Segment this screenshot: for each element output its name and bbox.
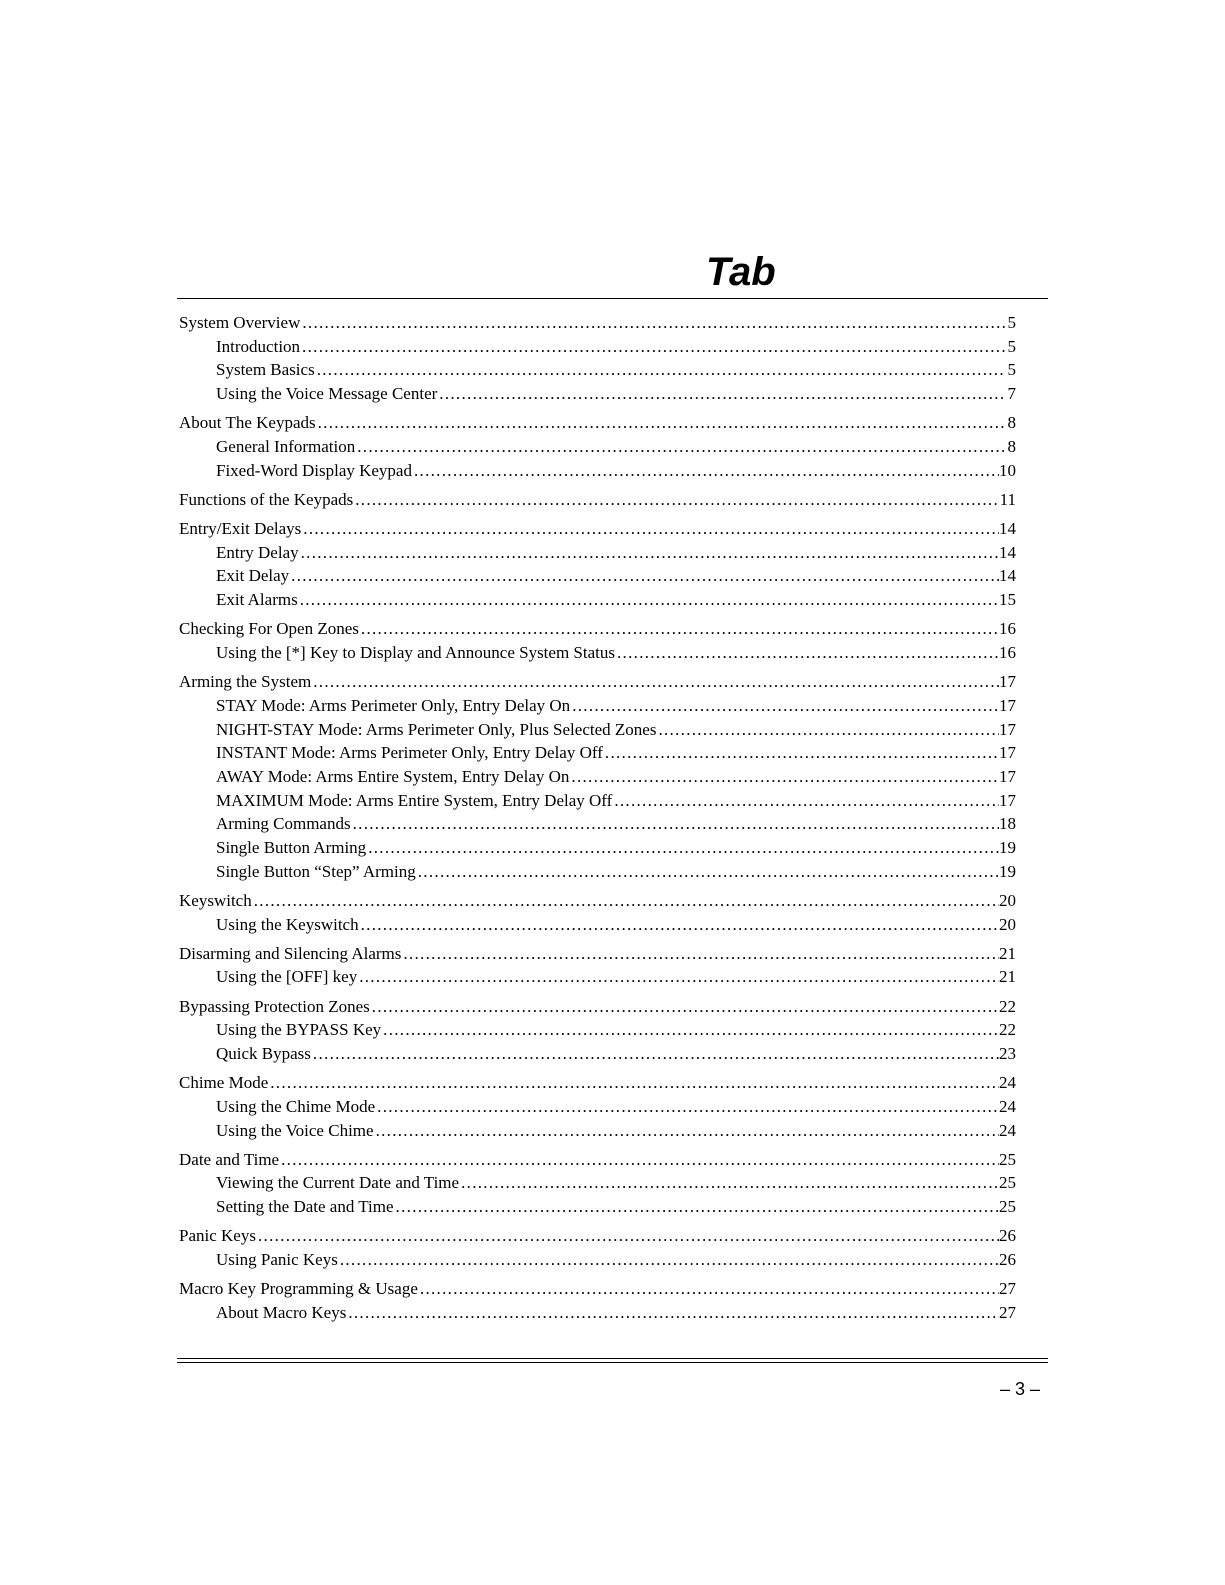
toc-entry-title: System Basics [216,360,315,380]
toc-entry-page: 5 [1007,336,1016,356]
toc-entry-title: Chime Mode [179,1073,269,1093]
toc-entry-title: Using the [*] Key to Display and Announce System Status [216,642,615,662]
toc-entry-title: Using Panic Keys [216,1249,338,1269]
toc-subentry[interactable] [179,860,1016,884]
dot-leader [346,1301,999,1325]
toc-entry-title: Using the Voice Message Center [216,384,438,404]
toc-subentry[interactable] [179,335,1016,359]
toc-entry-page: 26 [999,1249,1016,1269]
toc-entry-page: 10 [999,460,1016,480]
toc-entry-page: 24 [999,1120,1016,1140]
toc-entry-title: NIGHT-STAY Mode: Arms Perimeter Only, Plus Selected Zones [216,719,657,739]
dot-leader [315,358,1006,382]
toc-entry-page: 24 [999,1073,1016,1093]
toc-subentry[interactable] [179,1248,1016,1272]
dot-leader [366,836,999,860]
toc-subentry[interactable] [179,1018,1016,1042]
toc-entry-page: 5 [1007,313,1016,332]
toc-entry-page: 7 [1007,384,1016,404]
toc-subentry[interactable] [179,1171,1016,1195]
toc-subentry[interactable] [179,358,1016,382]
toc-entry-page: 19 [999,861,1016,881]
toc-entry-title: System Overview [179,313,301,332]
toc-entry-page: 22 [999,996,1016,1016]
toc-entry[interactable] [179,517,1016,541]
toc-entry-title: Single Button Arming [216,837,367,857]
toc-entry-title: Bypassing Protection Zones [179,996,370,1016]
toc-entry-page: 14 [999,519,1016,538]
toc-entry-page: 17 [999,790,1016,810]
toc-subentry[interactable] [179,564,1016,588]
toc-entry[interactable] [179,1071,1016,1095]
toc-entry-title: Using the [OFF] key [216,967,358,987]
toc-entry-title: Using the Voice Chime [216,1120,374,1140]
toc-section [179,517,1016,612]
toc-section [179,1148,1016,1219]
toc-entry-title: Setting the Date and Time [216,1197,394,1217]
toc-subentry[interactable] [179,694,1016,718]
toc-entry-page: 17 [999,719,1016,739]
toc-entry-page: 16 [999,642,1016,662]
toc-entry[interactable] [179,995,1016,1019]
toc-entry-page: 21 [999,967,1016,987]
dot-leader [268,1071,999,1095]
toc-entry-page: 18 [999,814,1016,834]
dot-leader [418,1277,999,1301]
toc-section [179,1071,1016,1142]
title-rule [177,298,1048,299]
toc-subentry[interactable] [179,541,1016,565]
toc-entry-page: 25 [999,1173,1016,1193]
toc-section [179,1224,1016,1271]
dot-leader [370,995,999,1019]
dot-leader [298,588,999,612]
toc-entry-page: 27 [999,1279,1016,1299]
toc-entry[interactable] [179,488,1016,512]
toc-entry-title: Entry/Exit Delays [179,519,302,538]
toc-entry-title: Using the BYPASS Key [216,1020,382,1040]
dot-leader [299,541,999,565]
toc-entry-page: 17 [999,672,1016,692]
toc-entry-title: Introduction [216,336,301,356]
toc-entry-page: 25 [999,1197,1016,1217]
toc-subentry[interactable] [179,1301,1016,1325]
dot-leader [301,517,999,541]
toc-entry[interactable] [179,889,1016,913]
toc-entry-title: Exit Delay [216,566,290,586]
toc-entry-page: 25 [999,1149,1016,1169]
toc-entry-page: 8 [1007,436,1016,456]
toc-subentry[interactable] [179,382,1016,406]
toc-entry-title: Macro Key Programming & Usage [179,1279,418,1299]
toc-subentry[interactable] [179,1195,1016,1219]
toc-entry-page: 15 [999,590,1016,610]
toc-entry[interactable] [179,411,1016,435]
toc-subentry[interactable] [179,741,1016,765]
toc-subentry[interactable] [179,765,1016,789]
toc-entry-title: Disarming and Silencing Alarms [179,943,402,963]
dot-leader [656,718,999,742]
toc-subentry[interactable] [179,641,1016,665]
dot-leader [401,942,999,966]
toc-entry[interactable] [179,1224,1016,1248]
toc-section [179,942,1016,989]
toc-entry[interactable] [179,311,1016,335]
toc-entry[interactable] [179,1277,1016,1301]
dot-leader [279,1148,999,1172]
toc-subentry[interactable] [179,913,1016,937]
dot-leader [416,860,999,884]
toc-subentry[interactable] [179,588,1016,612]
toc-entry-page: 16 [999,619,1016,639]
toc-entry-page: 8 [1007,413,1016,433]
dot-leader [459,1171,999,1195]
toc-entry-title: Entry Delay [216,542,299,562]
toc-entry-title: MAXIMUM Mode: Arms Entire System, Entry Delay Off [216,790,613,810]
dot-leader [256,1224,999,1248]
toc-entry[interactable] [179,942,1016,966]
toc-entry-page: 19 [999,837,1016,857]
toc-entry-page: 23 [999,1043,1016,1063]
table-of-contents [179,311,1016,1330]
toc-entry-title: Functions of the Keypads [179,489,354,509]
toc-section [179,1277,1016,1324]
toc-subentry[interactable] [179,836,1016,860]
toc-section [179,995,1016,1066]
toc-entry-page: 17 [999,695,1016,715]
dot-leader [394,1195,999,1219]
dot-leader [300,335,1006,359]
dot-leader [338,1248,999,1272]
toc-entry-title: General Information [216,436,356,456]
toc-entry-page: 24 [999,1096,1016,1116]
toc-entry-page: 21 [999,943,1016,963]
dot-leader [615,641,999,665]
toc-entry-title: Using the Keyswitch [216,914,359,934]
dot-leader [375,1095,999,1119]
toc-section [179,889,1016,936]
dot-leader [612,789,999,813]
dot-leader [381,1018,999,1042]
toc-section [179,411,1016,482]
toc-entry-title: About The Keypads [179,413,316,433]
toc-entry-title: Checking For Open Zones [179,619,359,639]
dot-leader [357,965,999,989]
toc-entry-page: 20 [999,914,1016,934]
dot-leader [603,741,999,765]
toc-subentry[interactable] [179,965,1016,989]
toc-entry-title: STAY Mode: Arms Perimeter Only, Entry Delay On [216,695,571,715]
toc-subentry[interactable] [179,812,1016,836]
toc-entry-title: Single Button “Step” Arming [216,861,416,881]
toc-section [179,311,1016,406]
toc-subentry[interactable] [179,1042,1016,1066]
toc-entry-page: 14 [999,542,1016,562]
toc-entry-title: Keyswitch [179,890,252,910]
toc-entry-page: 11 [999,489,1016,509]
toc-subentry[interactable] [179,789,1016,813]
toc-entry-page: 26 [999,1226,1016,1246]
dot-leader [437,382,1006,406]
toc-entry-page: 22 [999,1020,1016,1040]
dot-leader [570,694,999,718]
page-number: – 3 – [1000,1379,1041,1399]
toc-entry-title: INSTANT Mode: Arms Perimeter Only, Entry Delay Off [216,743,603,763]
toc-entry-title: Exit Alarms [216,590,298,610]
toc-entry-title: Panic Keys [179,1226,256,1246]
dot-leader [289,564,999,588]
page-title: Tab [706,250,776,294]
dot-leader [351,812,999,836]
toc-entry-title: Arming the System [179,672,312,692]
toc-entry-title: Arming Commands [216,814,351,834]
toc-entry-page: 17 [999,743,1016,763]
toc-subentry[interactable] [179,1119,1016,1143]
toc-entry-title: Fixed-Word Display Keypad [216,460,412,480]
dot-leader [359,913,999,937]
toc-entry-page: 20 [999,890,1016,910]
dot-leader [311,670,999,694]
toc-entry-page: 5 [1007,360,1016,380]
dot-leader [316,411,1006,435]
dot-leader [252,889,999,913]
toc-entry-page: 17 [999,766,1016,786]
toc-section [179,617,1016,664]
toc-entry-title: Viewing the Current Date and Time [216,1173,460,1193]
toc-subentry[interactable] [179,718,1016,742]
toc-subentry[interactable] [179,459,1016,483]
dot-leader [311,1042,999,1066]
toc-entry[interactable] [179,1148,1016,1172]
toc-entry-title: Quick Bypass [216,1043,311,1063]
toc-subentry[interactable] [179,1095,1016,1119]
dot-leader [412,459,999,483]
toc-entry-page: 27 [999,1302,1016,1322]
dot-leader [359,617,999,641]
dot-leader [355,435,1006,459]
toc-entry-title: Date and Time [179,1149,280,1169]
footer-rule [177,1358,1048,1363]
toc-entry-title: About Macro Keys [216,1302,347,1322]
dot-leader [300,311,1006,335]
toc-entry[interactable] [179,617,1016,641]
toc-entry[interactable] [179,670,1016,694]
toc-subentry[interactable] [179,435,1016,459]
dot-leader [374,1119,999,1143]
dot-leader [353,488,999,512]
dot-leader [569,765,999,789]
toc-entry-title: Using the Chime Mode [216,1096,376,1116]
toc-section [179,670,1016,883]
toc-entry-page: 14 [999,566,1016,586]
toc-entry-title: AWAY Mode: Arms Entire System, Entry Delay On [216,766,570,786]
toc-section [179,488,1016,512]
